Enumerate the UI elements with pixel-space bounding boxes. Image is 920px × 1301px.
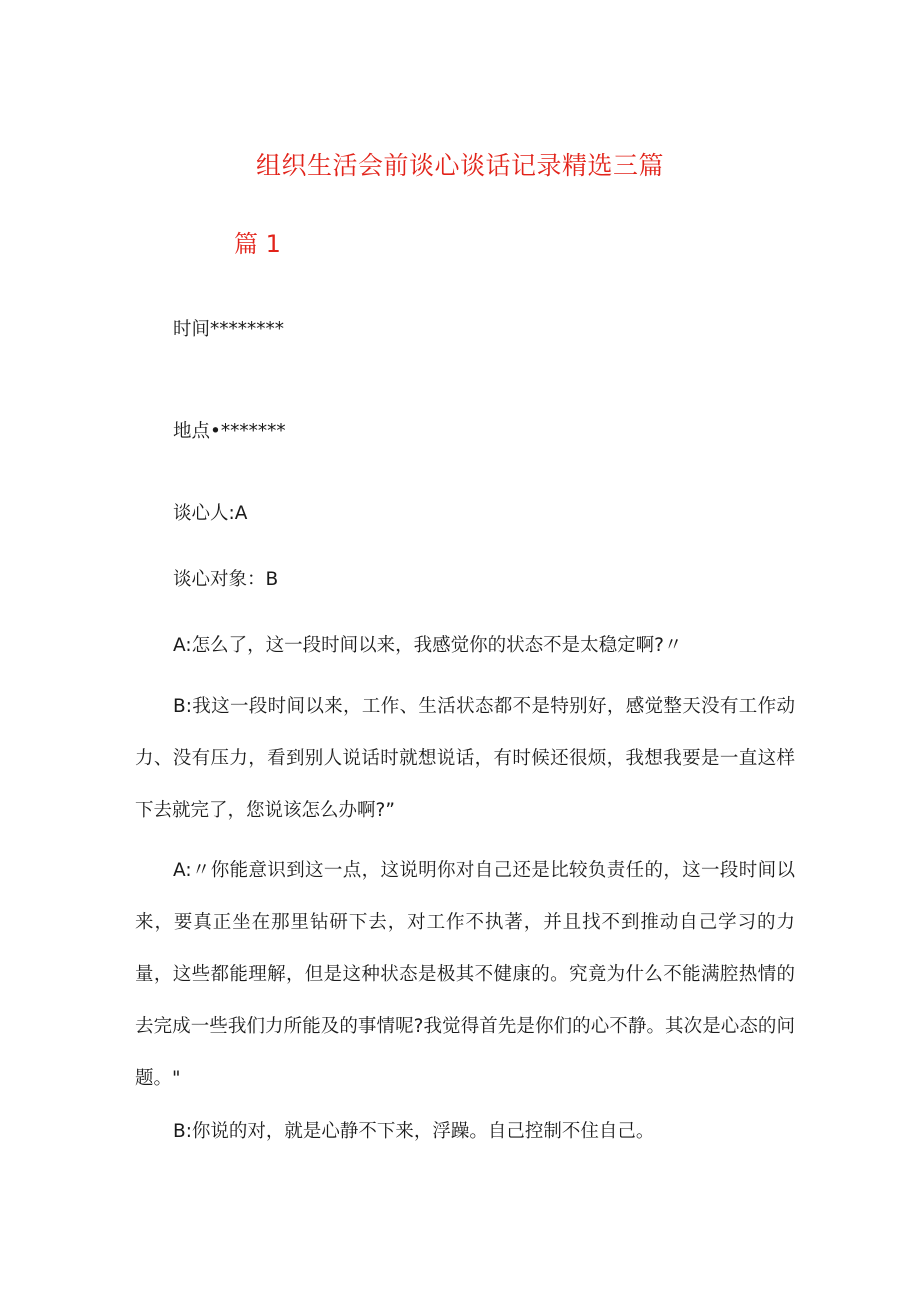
meta-place: 地点•******* xyxy=(173,421,286,442)
dialogue-paragraph: B:我这一段时间以来，工作、生活状态都不是特别好，感觉整天没有工作动力、没有压力，看到别人说话时就想说话，有时候还很烦，我想我要是一直这样下去就完了，您说该怎么办啊?” xyxy=(135,696,795,821)
meta-target: 谈心对象：B xyxy=(173,569,279,590)
meta-talker: 谈心人:A xyxy=(173,503,248,524)
dialogue-paragraph: A:〃你能意识到这一点，这说明你对自己还是比较负责任的，这一段时间以来，要真正坐在那里钻研下去，对工作不执著，并且找不到推动自己学习的力量，这些都能理解，但是这种状态是极其不健康的。究竟为什么不能满腔热情的去完成一些我们力所能及的事情呢?我觉得首先是你们的心不静。其次是心态的问题。" xyxy=(135,860,795,1089)
dialogue-paragraph: A:怎么了，这一段时间以来，我感觉你的状态不是太稳定啊?〃 xyxy=(173,635,683,656)
dialogue-paragraph: B:你说的对，就是心静不下来，浮躁。自己控制不住自己。 xyxy=(173,1121,655,1142)
section-heading: 篇 1 xyxy=(234,230,281,258)
meta-time: 时间******** xyxy=(173,319,285,340)
document-title: 组织生活会前谈心谈话记录精选三篇 xyxy=(255,151,664,180)
